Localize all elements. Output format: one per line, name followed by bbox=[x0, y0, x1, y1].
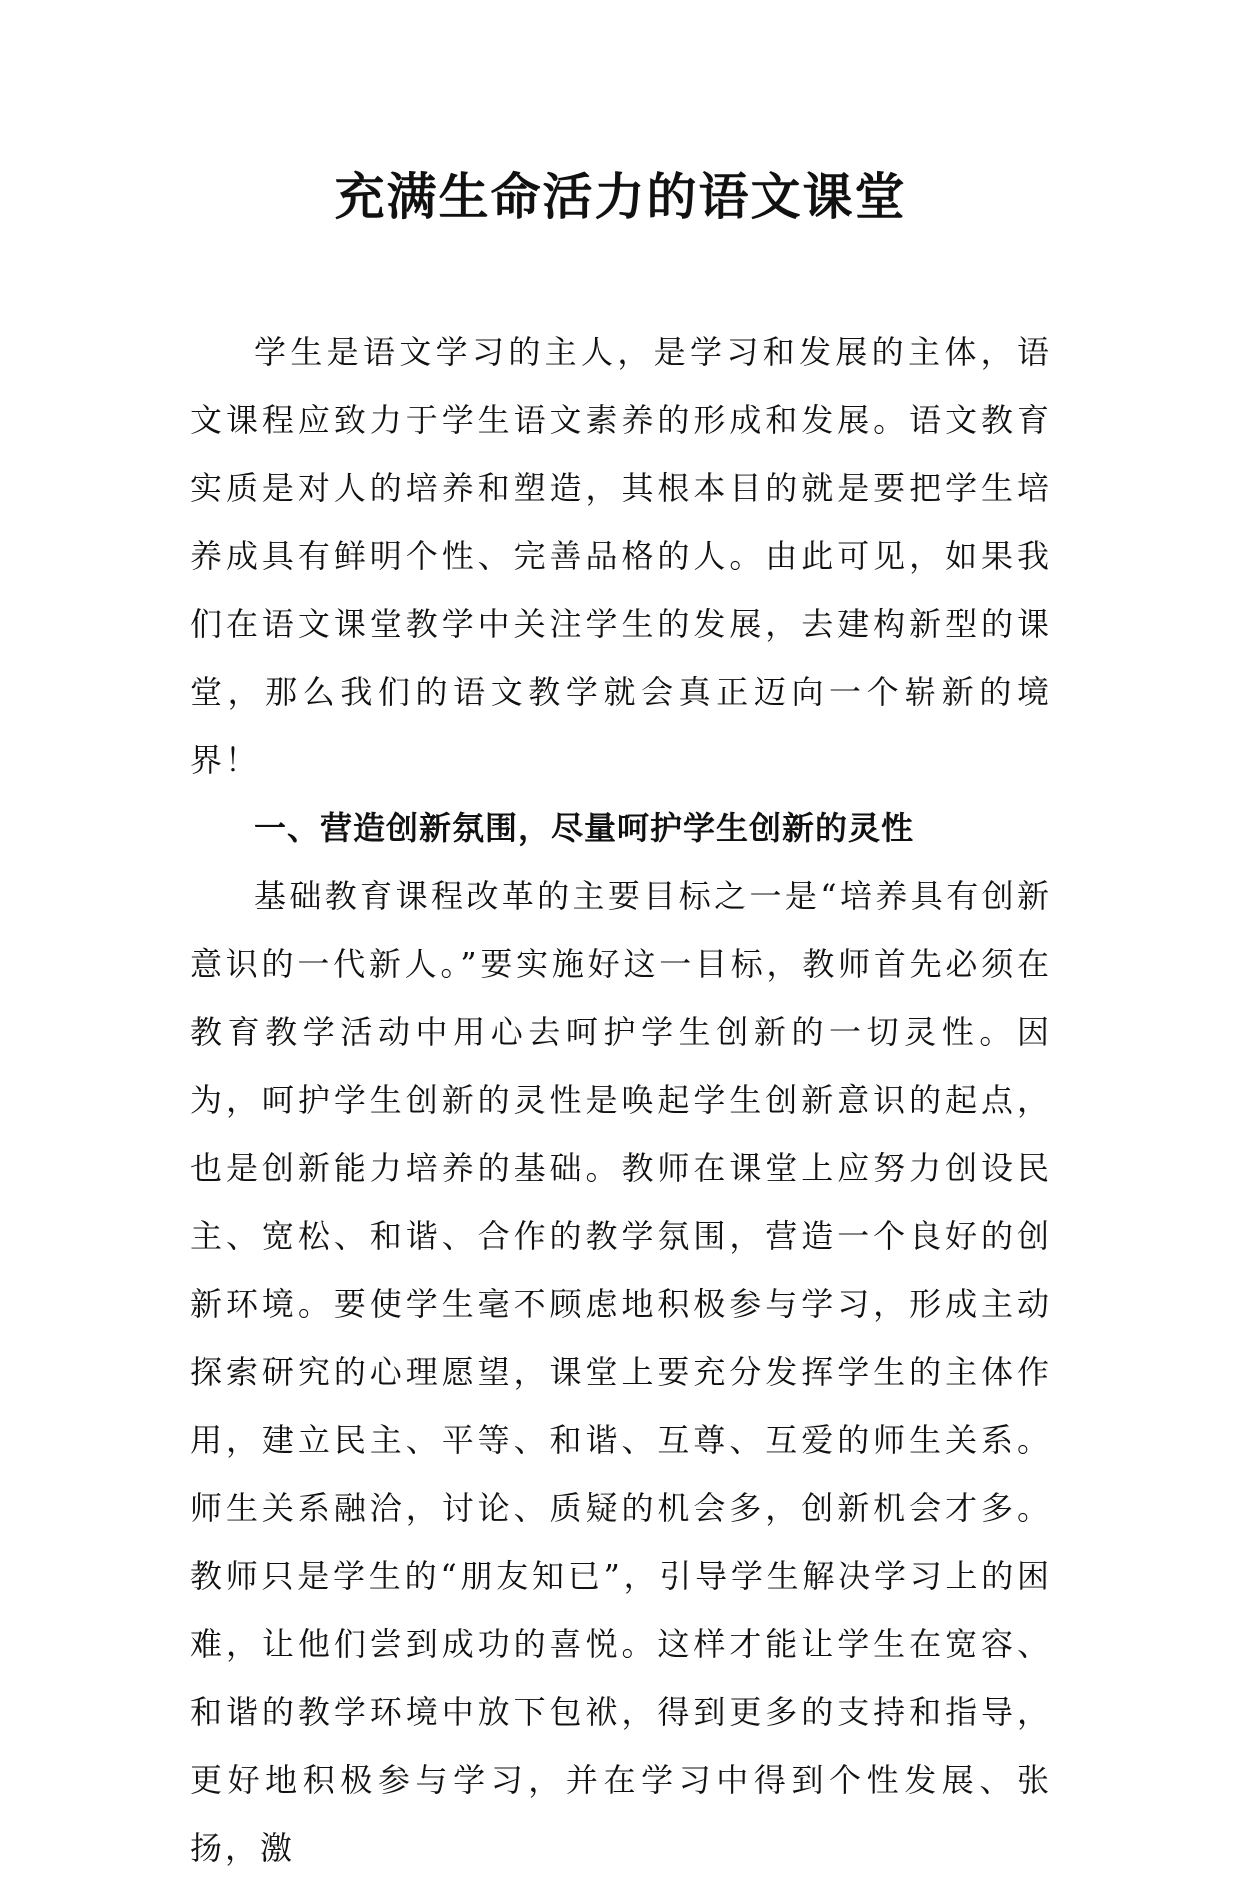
document-title: 充满生命活力的语文课堂 bbox=[334, 167, 907, 226]
section-heading: 一、营造创新氛围，尽量呵护学生创新的灵性 bbox=[254, 809, 915, 847]
intro-paragraph: 学生是语文学习的主人，是学习和发展的主体，语文课程应致力于学生语文素养的形成和发展。语文教育实质是对人的培养和塑造，其根本目的就是要把学生培养成具有鲜明个性、完善品格的人。由此可见，如果我们在语文课堂教学中关注学生的发展，去建构新型的课堂，那么我们的语文教学就会真正迈向一个崭新的境界！ bbox=[190, 333, 1052, 779]
document-body bbox=[190, 318, 1052, 1882]
section-paragraph: 基础教育课程改革的主要目标之一是“培养具有创新意识的一代新人。”要实施好这一目标，教师首先必须在教育教学活动中用心去呵护学生创新的一切灵性。因为，呵护学生创新的灵性是唤起学生创新意识的起点，也是创新能力培养的基础。教师在课堂上应努力创设民主、宽松、和谐、合作的教学氛围，营造一个良好的创新环境。要使学生毫不顾虑地积极参与学习，形成主动探索研究的心理愿望，课堂上要充分发挥学生的主体作用，建立民主、平等、和谐、互尊、互爱的师生关系。师生关系融洽，讨论、质疑的机会多，创新机会才多。教师只是学生的“朋友知已”，引导学生解决学习上的困难，让他们尝到成功的喜悦。这样才能让学生在宽容、和谐的教学环境中放下包袱，得到更多的支持和指导，更好地积极参与学习，并在学习中得到个性发展、张扬，激 bbox=[190, 877, 1052, 1867]
